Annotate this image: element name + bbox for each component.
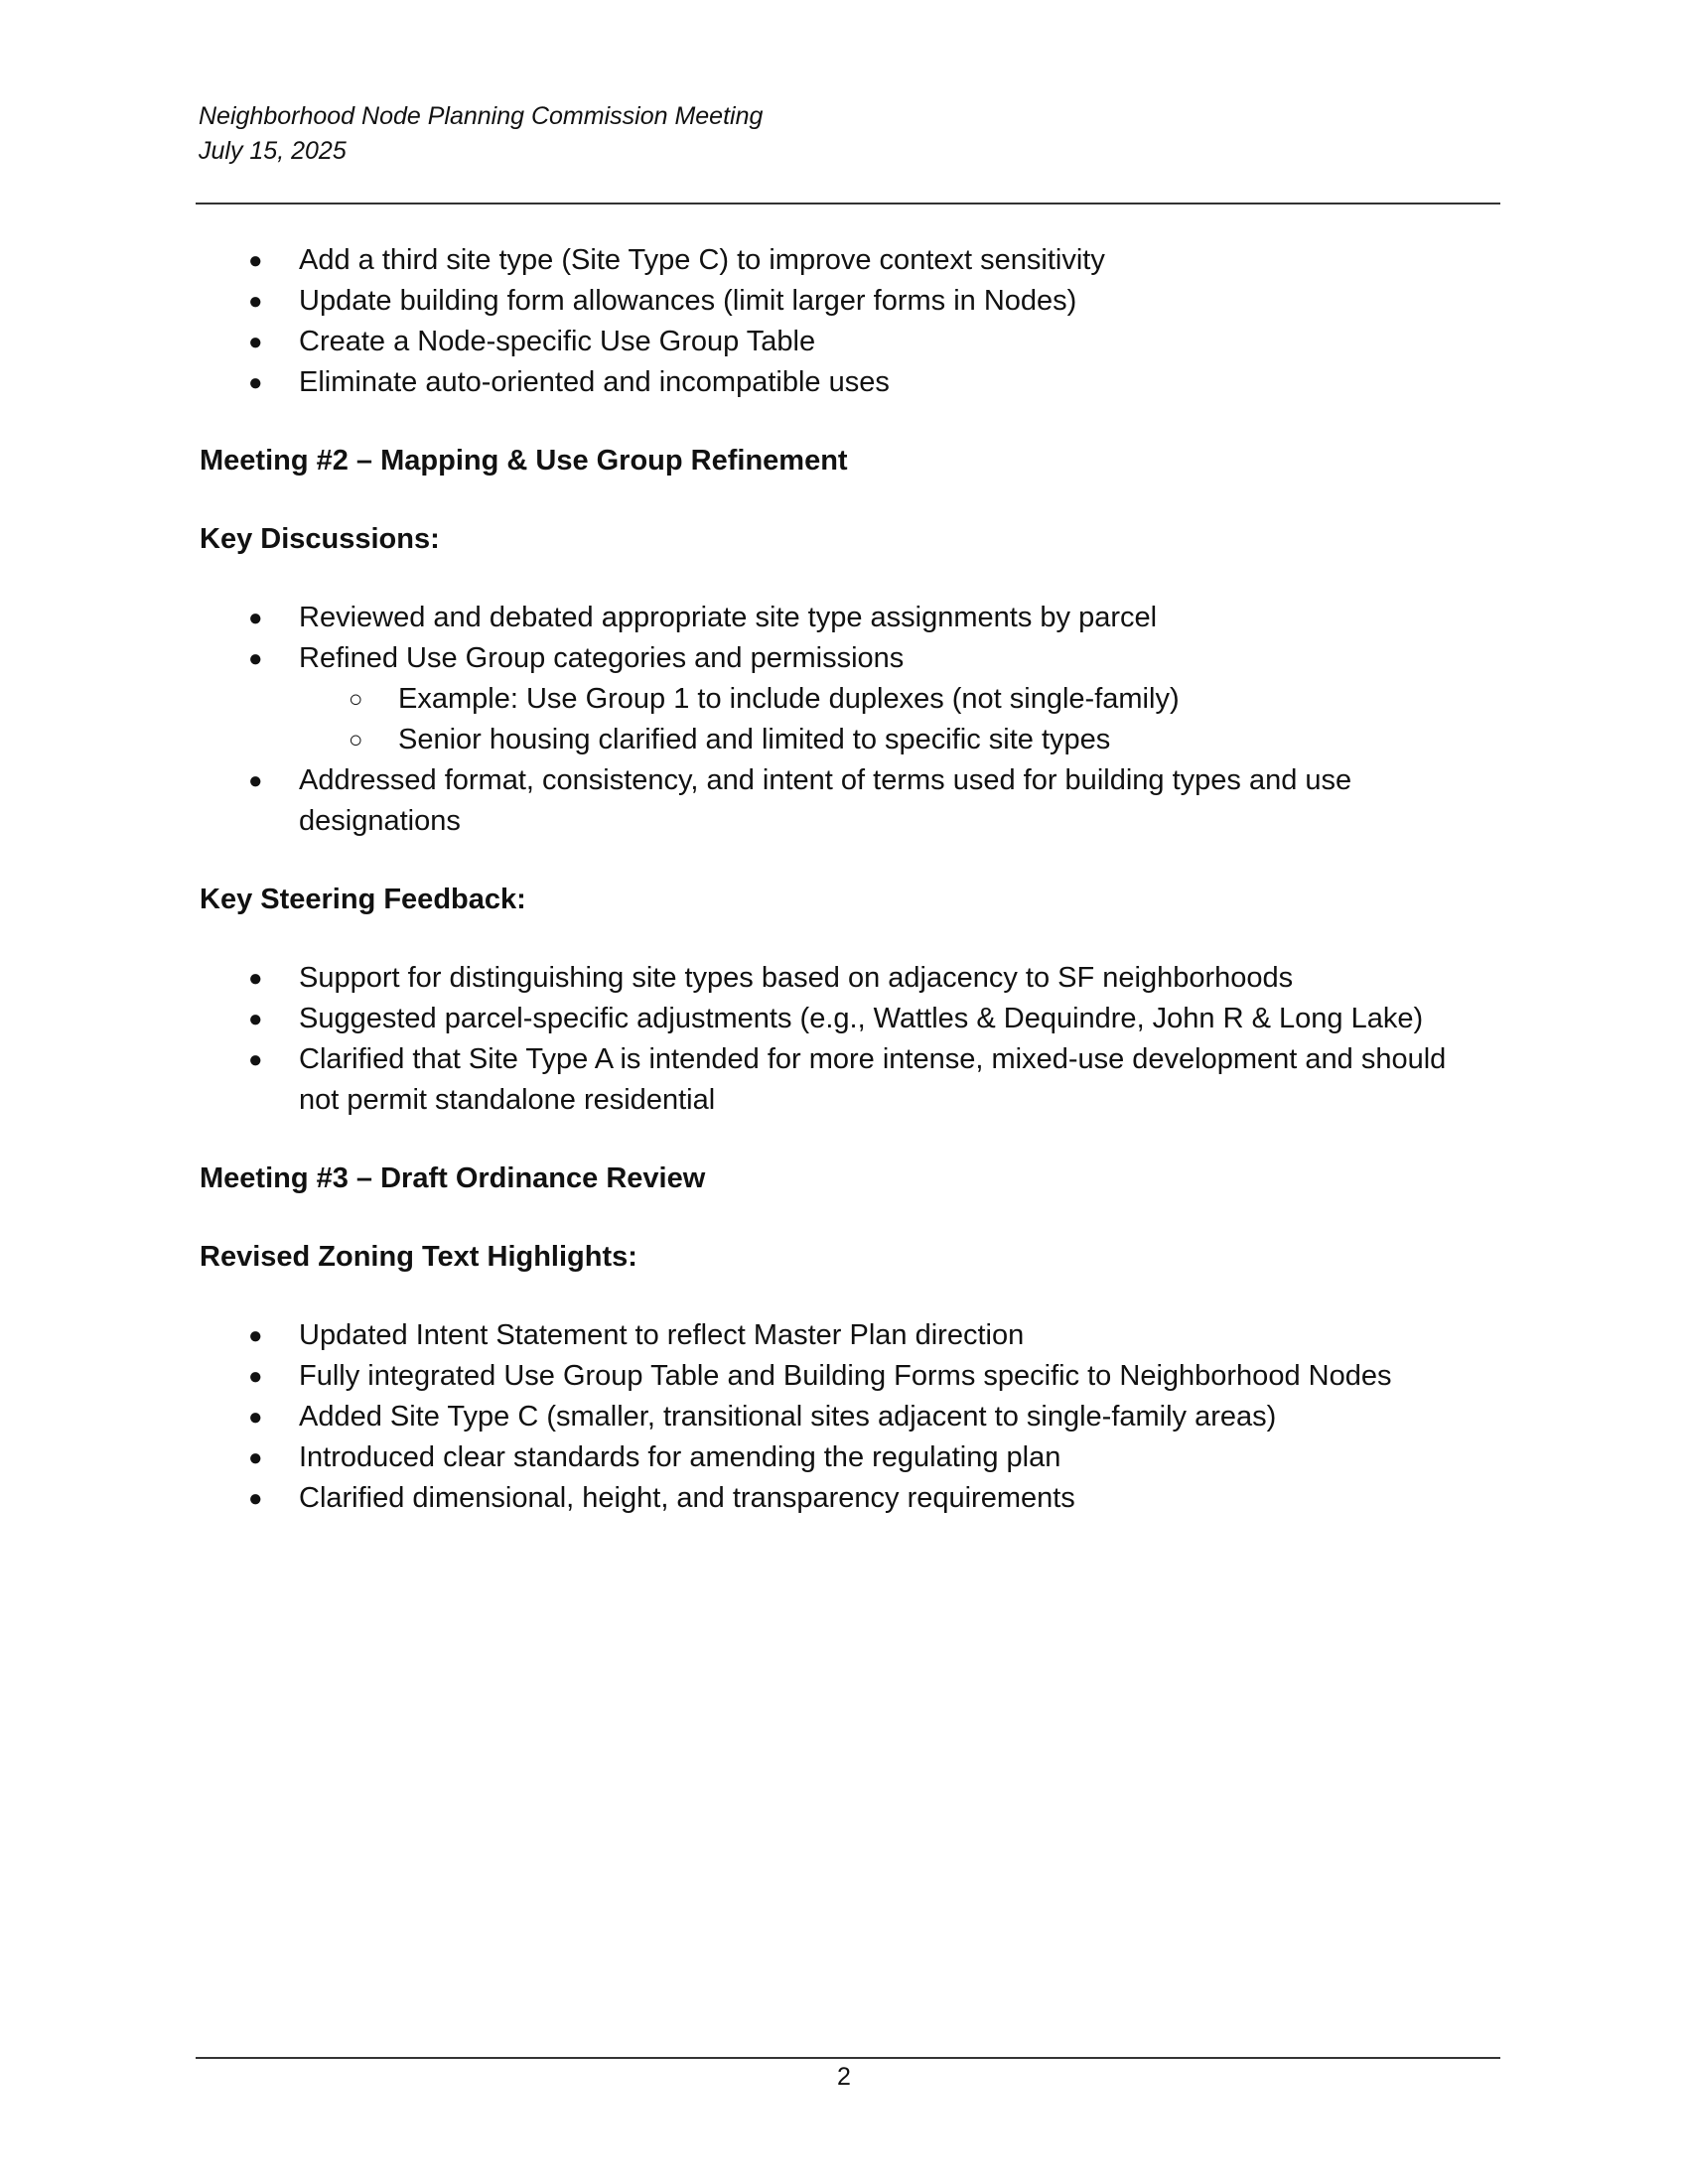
list-item: ● Fully integrated Use Group Table and Building Forms specific to Neighborhood Nodes bbox=[200, 1356, 1490, 1397]
list-item: ● Add a third site type (Site Type C) to improve context sensitivity bbox=[200, 240, 1490, 281]
header-title: Neighborhood Node Planning Commission Meeting bbox=[199, 102, 764, 130]
bullet-icon: ● bbox=[248, 247, 263, 274]
list-item: ● Introduced clear standards for amending the regulating plan bbox=[200, 1437, 1490, 1478]
list-item: ● Create a Node-specific Use Group Table bbox=[200, 322, 1490, 362]
document-body bbox=[200, 240, 1490, 1519]
key-discussions-heading: Key Discussions: bbox=[200, 523, 440, 555]
list-item: ● Clarified that Site Type A is intended for more intense, mixed-use development and should not permit standalone residential bbox=[200, 1039, 1490, 1121]
list-item: ● Eliminate auto-oriented and incompatible uses bbox=[200, 362, 1490, 403]
bullet-icon: ● bbox=[248, 1485, 263, 1512]
bullet-icon: ● bbox=[248, 965, 263, 992]
page-header bbox=[199, 99, 763, 169]
header-date: July 15, 2025 bbox=[199, 137, 347, 165]
bullet-icon: ● bbox=[248, 1006, 263, 1032]
bullet-icon: ● bbox=[248, 1404, 263, 1431]
list-item: ● Clarified dimensional, height, and transparency requirements bbox=[200, 1478, 1490, 1519]
sub-bullet-list bbox=[299, 679, 1490, 760]
hollow-bullet-icon: ○ bbox=[349, 686, 363, 713]
steering-feedback-heading: Key Steering Feedback: bbox=[200, 884, 526, 915]
bullet-icon: ● bbox=[248, 1363, 263, 1390]
page-number: 2 bbox=[837, 2063, 851, 2091]
list-item: ● Refined Use Group categories and permissions ○ Example: Use Group 1 to include duplexes (not single-family) ○ Senior housing clarified and limited to specific site types bbox=[200, 638, 1490, 760]
discussions-list bbox=[200, 598, 1490, 842]
bullet-icon: ● bbox=[248, 645, 263, 672]
sub-list-item: ○ Example: Use Group 1 to include duplexes (not single-family) bbox=[299, 679, 1490, 720]
list-item: ● Updated Intent Statement to reflect Master Plan direction bbox=[200, 1315, 1490, 1356]
list-item: ● Support for distinguishing site types based on adjacency to SF neighborhoods bbox=[200, 958, 1490, 999]
list-item: ● Update building form allowances (limit larger forms in Nodes) bbox=[200, 281, 1490, 322]
meeting2-heading: Meeting #2 – Mapping & Use Group Refinement bbox=[200, 445, 848, 477]
bullet-icon: ● bbox=[248, 369, 263, 396]
list-item: ● Addressed format, consistency, and intent of terms used for building types and use designations bbox=[200, 760, 1490, 842]
bullet-icon: ● bbox=[248, 1444, 263, 1471]
header-divider bbox=[196, 203, 1500, 205]
list-item: ● Added Site Type C (smaller, transitional sites adjacent to single-family areas) bbox=[200, 1397, 1490, 1437]
bullet-icon: ● bbox=[248, 288, 263, 315]
sub-list-item: ○ Senior housing clarified and limited to specific site types bbox=[299, 720, 1490, 760]
highlights-list bbox=[200, 1315, 1490, 1519]
bullet-icon: ● bbox=[248, 767, 263, 794]
meeting3-heading: Meeting #3 – Draft Ordinance Review bbox=[200, 1162, 706, 1194]
intro-bullet-list bbox=[200, 240, 1490, 403]
feedback-list bbox=[200, 958, 1490, 1121]
bullet-icon: ● bbox=[248, 1322, 263, 1349]
list-item: ● Reviewed and debated appropriate site type assignments by parcel bbox=[200, 598, 1490, 638]
bullet-icon: ● bbox=[248, 1046, 263, 1073]
hollow-bullet-icon: ○ bbox=[349, 727, 363, 753]
list-item: ● Suggested parcel-specific adjustments (e.g., Wattles & Dequindre, John R & Long Lake) bbox=[200, 999, 1490, 1039]
bullet-icon: ● bbox=[248, 605, 263, 631]
bullet-icon: ● bbox=[248, 329, 263, 355]
zoning-highlights-heading: Revised Zoning Text Highlights: bbox=[200, 1241, 637, 1273]
